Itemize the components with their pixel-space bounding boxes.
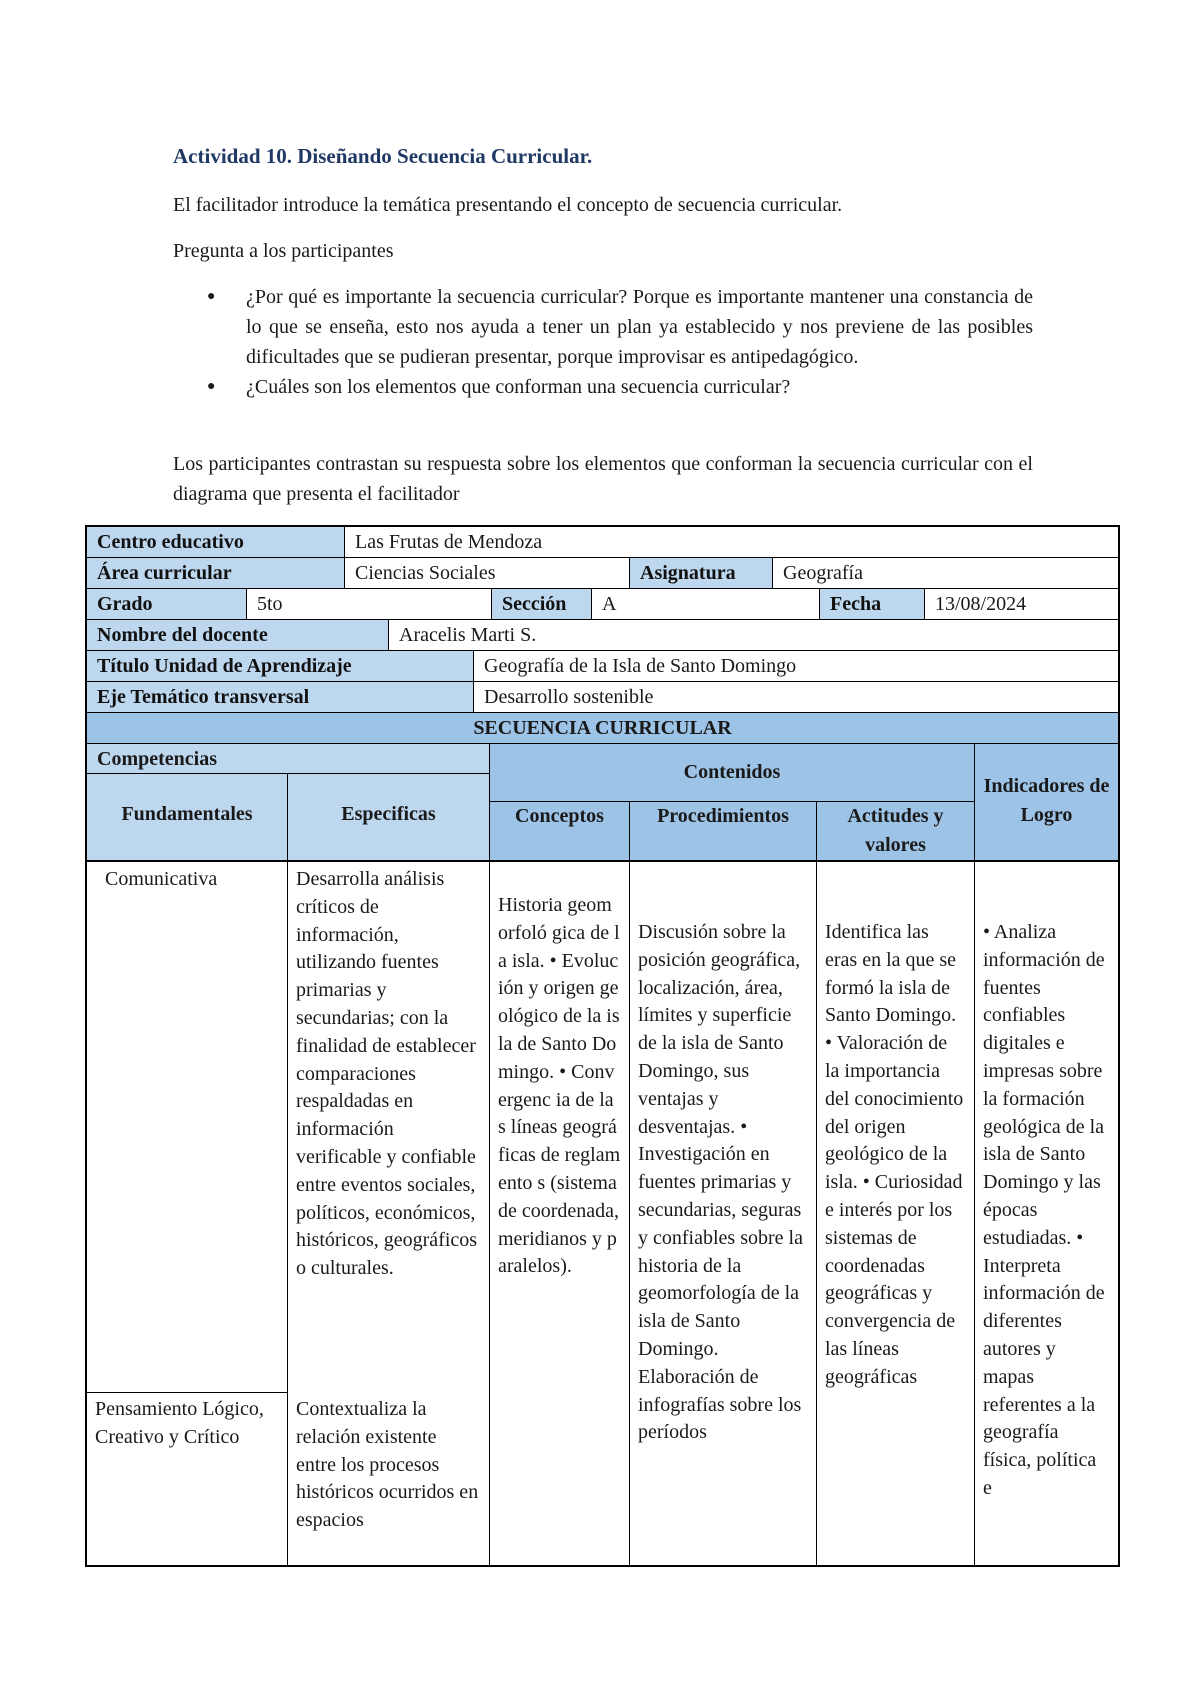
fundamental-comunicativa: Comunicativa [105, 868, 218, 890]
especificas-header: Especificas [288, 774, 490, 860]
indicadores-text: • Analiza información de fuentes confiables digitales e impresas sobre la formación geológica de la isla de Santo Domingo y las épocas estudiadas. • Interpreta información de diferentes autores y mapas referentes a la geografía física, política e [983, 921, 1105, 1499]
docente-label: Nombre del docente [87, 620, 389, 650]
actitudes-text: Identifica las eras en la que se formó la isla de Santo Domingo. • Valoración de la importancia del conocimiento del origen geológico de la isla. • Curiosidad e interés por los sistemas de coordenadas geográficas y convergencia de las líneas geográficas [825, 921, 964, 1388]
fundamentales-column [87, 862, 288, 1565]
curriculum-table [85, 525, 1120, 1567]
table-row-area [87, 558, 1118, 589]
especificas-column [288, 862, 490, 1565]
eje-label: Eje Temático transversal [87, 682, 474, 712]
intro-paragraph: El facilitador introduce la temática presentando el concepto de secuencia curricular. [173, 194, 843, 216]
grado-value: 5to [247, 589, 492, 619]
competencias-header: Competencias [87, 744, 490, 774]
conceptos-header: Conceptos [490, 802, 630, 860]
area-value: Ciencias Sociales [345, 558, 630, 588]
table-body [87, 862, 1118, 1565]
centro-value: Las Frutas de Mendoza [355, 531, 543, 553]
fundamental-divider [87, 1392, 288, 1393]
eje-value: Desarrollo sostenible [484, 686, 654, 708]
fundamental-pensamiento: Pensamiento Lógico, Creativo y Crítico [95, 1398, 264, 1448]
asignatura-label: Asignatura [630, 558, 773, 588]
table-banner [87, 713, 1118, 744]
table-row-grado [87, 589, 1118, 620]
question-item: ● ¿Por qué es importante la secuencia curricular? Porque es importante mantener una constancia de lo que se enseña, esto nos ayuda a tener un plan ya establecido y nos previene de las posibles dificultades que se pudieran presentar, porque improvisar es antipedagógico. [173, 282, 1033, 372]
section-header [87, 744, 1118, 862]
conceptos-column [490, 862, 630, 1565]
contrast-paragraph: Los participantes contrastan su respuesta sobre los elementos que conforman la secuencia curricular con el diagrama que presenta el facilitador [173, 453, 1033, 505]
fecha-label: Fecha [820, 589, 925, 619]
ask-paragraph: Pregunta a los participantes [173, 240, 394, 262]
titulo-label: Título Unidad de Aprendizaje [87, 651, 474, 681]
procedimientos-header: Procedimientos [630, 802, 817, 860]
table-row-centro [87, 527, 1118, 558]
indicadores-header: Indicadores de Logro [983, 775, 1110, 826]
centro-label: Centro educativo [87, 527, 345, 557]
contenidos-header: Contenidos [490, 744, 975, 802]
table-row-eje [87, 682, 1118, 713]
question-list [173, 282, 1033, 402]
procedimientos-text: Discusión sobre la posición geográfica, localización, área, límites y superficie de la isla de Santo Domingo, sus ventajas y desventajas. • Investigación en fuentes primarias y secundarias, seguras y confiables sobre la historia de la geomorfología de la isla de Santo Domingo. Elaboración de infografías sobre los períodos [638, 921, 803, 1444]
seccion-label: Sección [492, 589, 592, 619]
area-label: Área curricular [87, 558, 345, 588]
titulo-value: Geografía de la Isla de Santo Domingo [484, 655, 797, 677]
actitudes-column [817, 862, 975, 1565]
question-item: ● ¿Cuáles son los elementos que conforman una secuencia curricular? [173, 372, 1033, 402]
docente-value: Aracelis Marti S. [399, 624, 537, 646]
conceptos-text: Historia geomorfoló gica de la isla. • Evolución y origen geológico de la isla de Santo Domingo. • Convergenc ia de las líneas geográficas de reglamento s (sistema de coordenada, meridianos y paralelos). [498, 894, 621, 1278]
grado-label: Grado [87, 589, 247, 619]
procedimientos-column [630, 862, 817, 1565]
seccion-value: A [592, 589, 820, 619]
fundamentales-header: Fundamentales [87, 774, 288, 860]
table-row-docente [87, 620, 1118, 651]
actitudes-header: Actitudes y valores [817, 802, 975, 860]
activity-heading: Actividad 10. Diseñando Secuencia Curricular. [173, 144, 593, 168]
especifica-2: Contextualiza la relación existente entre los procesos históricos ocurridos en espacios [296, 1398, 479, 1532]
asignatura-value: Geografía [783, 562, 863, 584]
secuencia-title: SECUENCIA CURRICULAR [473, 717, 732, 739]
table-row-titulo [87, 651, 1118, 682]
especifica-1: Desarrolla análisis críticos de información, utilizando fuentes primarias y secundarias; con la finalidad de establecer comparaciones respaldadas en información verificable y confiable entre eventos sociales, políticos, económicos, históricos, geográficos o culturales. [296, 868, 478, 1280]
fecha-value: 13/08/2024 [935, 593, 1027, 615]
indicadores-column [975, 862, 1118, 1565]
